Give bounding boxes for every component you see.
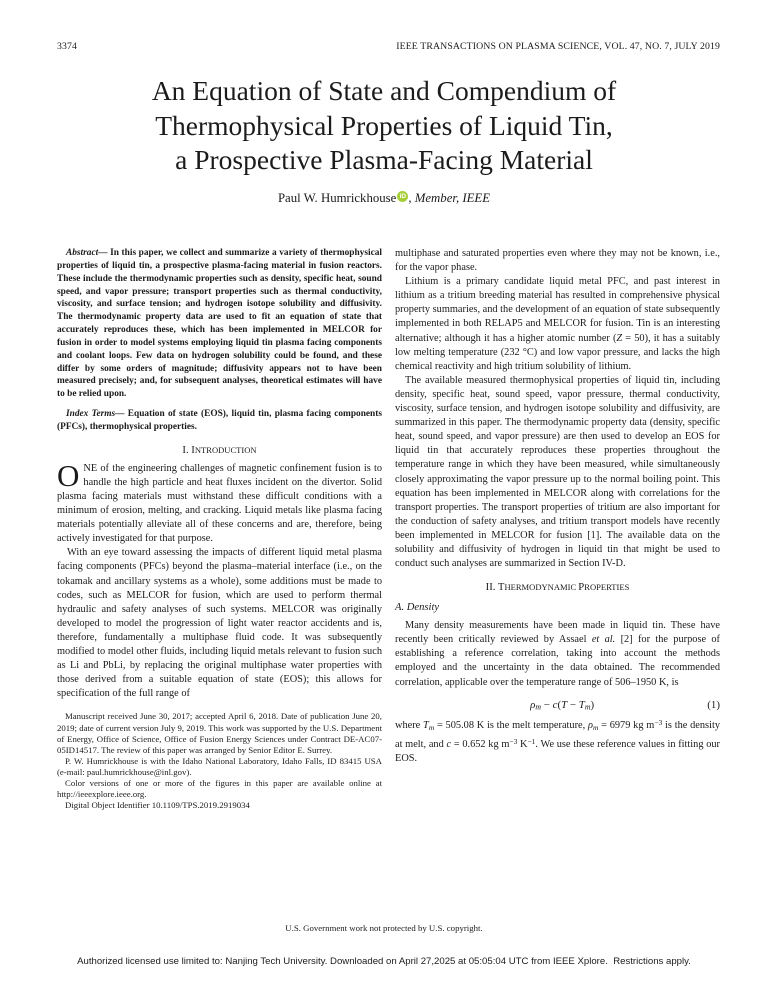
author-line <box>0 191 768 206</box>
drop-cap: O <box>57 457 80 493</box>
footnote-color-versions: Color versions of one or more of the figures in this paper are available online at http://ieeexplore.ieee.org. <box>57 777 382 800</box>
author-name: Paul W. Humrickhouse <box>277 191 397 205</box>
properties-summary-paragraph: The available measured thermophysical properties of liquid tin, including density, specific heat, sound speed, vapor pressure, thermal conductivity, viscosity, surface tension, and hydrogen isotope solubility and diffusivity, are summarized in this paper. The thermodynamic property data (density, specific heat, sound speed, and vapor pressure) are then used to develop an EOS for liquid tin that accurately reproduces these properties throughout the temperature range in which they have been measured, while simultaneously closely approximating the vapor pressure up to the normal boiling point. This equation has been implemented in MELCOR along with correlations for the transport properties. The transport properties of tritium are also important for the conduction of safety analyses, and tritium transport models have recently been implemented in MELCOR for fusion [1]. The available data on the solubility and diffusivity of hydrogen in liquid tin that might be used to conduct such analyses are summarized in Section IV-D. <box>395 374 720 570</box>
index-terms: Index Terms— Equation of state (EOS), liquid tin, plasma facing components (PFCs), thermophysical properties. <box>57 409 382 432</box>
page-number: 3374 <box>57 41 77 52</box>
left-column <box>57 247 382 811</box>
density-paragraph: Many density measurements have been made in liquid tin. These have recently been critically reviewed by Assael et al. [2] for the purpose of establishing a reference correlation, taking into account the methods employed and the uncertainty in the data obtained. The recommended correlation, applicable over the temperature range of 506–1950 K, is <box>395 620 721 688</box>
equation-1 <box>395 699 720 712</box>
paper-title-line-1: An Equation of State and Compendium of <box>151 75 617 106</box>
paper-title-line-2: Thermophysical Properties of Liquid Tin, <box>155 109 613 141</box>
where-paragraph: where Tm = 505.08 K is the melt temperature, ρm = 6979 kg $m^{-3}$ is the density at melt, and c = 0.652 kg $m^{-3}$ $K^{-1}$. We use these reference values in fitting our EOS. <box>395 718 720 765</box>
first-page-footnotes <box>57 711 382 811</box>
equation-body: ρm − c(T − Tm) <box>530 698 595 712</box>
equation-number: (1) <box>707 698 720 711</box>
subsection-heading-density: A. Density <box>395 602 440 614</box>
footnote-affiliation: P. W. Humrickhouse is with the Idaho National Laboratory, Idaho Falls, ID 83415 USA (e-mail: paul.humrickhouse@inl.gov). <box>57 755 382 777</box>
journal-name: IEEE TRANSACTIONS ON PLASMA SCIENCE, VOL. 47, NO. 7, JULY 2019 <box>396 41 720 52</box>
abstract: Abstract— In this paper, we collect and summarize a variety of thermophysical properties of liquid tin, a prospective plasma-facing material in fusion reactors. These include the thermodynamic properties such as density, specific heat, sound speed, and vapor pressure; transport properties such as thermal conductivity, viscosity, and surface tension; and hydrogen isotope solubility and diffusivity. The thermodynamic property data are used to fit an equation of state that accurately reproduces these, which has been implemented in MELCOR for fusion in order to model systems employing liquid tin plasma facing components and coolant loops. Few data on hydrogen solubility could be found, and these differ by some orders of magnitude; diffusivity appears not to have been measured precisely; and, for subsequent analyses, theoretical estimates will have to be relied upon. <box>57 248 382 400</box>
intro-paragraph-1 <box>57 457 382 547</box>
author-membership: Member, IEEE <box>414 191 491 205</box>
intro-paragraph-1-text: NE of the engineering challenges of magnetic confinement fusion is to handle the high particle and heat fluxes incident on the divertor. Solid plasma facing materials must withstand these difficult conditions with a minimum of erosion, melting, and cracking. Liquid metals like plasma facing materials potentially alleviate all of these concerns and are, therefore, being actively investigated for that purpose. <box>57 462 382 545</box>
lithium-paragraph: Lithium is a primary candidate liquid metal PFC, and past interest in lithium as a tritium breeding material has resulted in comprehensive physical property summaries, and the development of an equation of state subsequently implemented in both RELAP5 and MELCOR for fusion. Tin is an interesting alternative; although it has a higher atomic number (Z = 50), it has a suitably low melting temperature (232 °C) and low vapor pressure, and lacks the high chemical reactivity and high tritium solubility of lithium. <box>395 276 720 372</box>
section-heading-thermodynamic-properties: II. THERMODYNAMIC PROPERTIES <box>485 581 630 594</box>
footnote-manuscript: Manuscript received June 30, 2017; accepted April 6, 2018. Date of publication June 20, 2019; date of current version July 9, 2019. This work was supported by the U.S. Department of Energy, Office of Science, Office of Fusion Energy Sciences under Contract DE-AC07-05ID14517. The review of this paper was arranged by Senior Editor E. Surrey. <box>57 711 382 755</box>
section-heading-introduction: I. INTRODUCTION <box>182 443 257 456</box>
paper-title-line-3: a Prospective Plasma-Facing Material <box>175 144 593 175</box>
author-comma: , <box>408 191 415 205</box>
orcid-icon[interactable]: iD <box>397 191 408 202</box>
copyright-notice: U.S. Government work not protected by U.S. copyright. <box>285 923 483 933</box>
continuation-paragraph: multiphase and saturated properties even where they may not be known, i.e., for the vapor phase. <box>395 248 720 274</box>
intro-paragraph-2: With an eye toward assessing the impacts of different liquid metal plasma facing components (PFCs) beyond the plasma–material interface (i.e., on the tokamak and ancillary systems as a whole), some additions must be made to codes, such as MELCOR for fusion, which are used to perform thermal hydraulic and safety analyses of such systems. MELCOR was originally developed to model the progression of light water reactor accidents and is, therefore, fundamentally a multiphase fluid code. It was subsequently modified to model other fluids, including liquid metals relevant to fusion such as Li and PbLi, by replacing the original multiphase water properties with those derived from a suitable equation of state (EOS); this allows for specification of the full range of <box>57 547 382 700</box>
footnote-doi: Digital Object Identifier 10.1109/TPS.2019.2919034 <box>65 800 250 811</box>
paper-title <box>0 74 768 178</box>
right-column <box>395 247 720 767</box>
running-header <box>57 41 720 52</box>
license-banner: Authorized licensed use limited to: Nanjing Tech University. Downloaded on April 27,2025 at 05:05:04 UTC from IEEE Xplore. Restrictions apply. <box>77 956 691 967</box>
